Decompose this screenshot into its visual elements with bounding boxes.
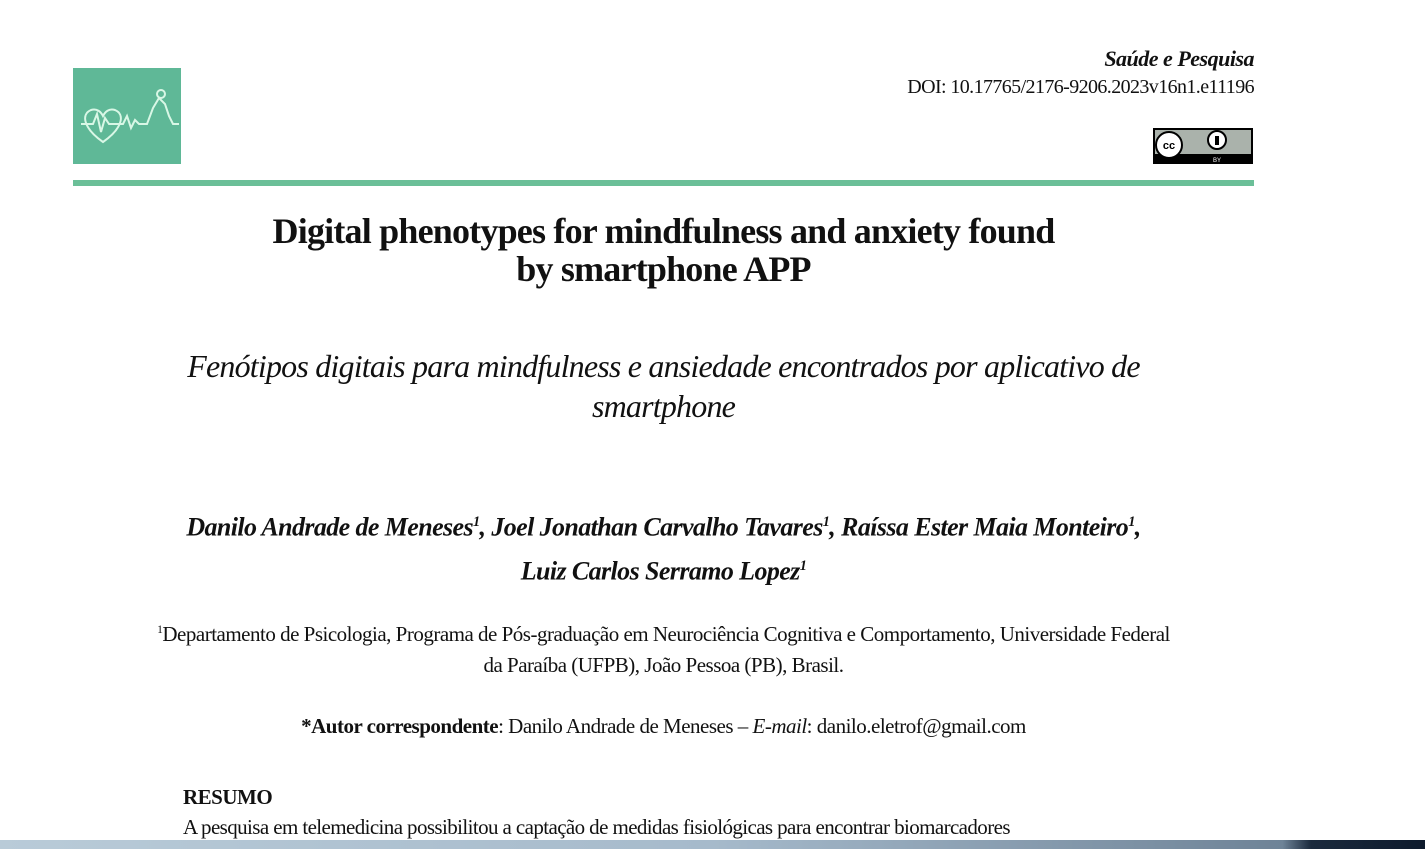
paper-title: [0, 212, 1327, 288]
corresponding-label: *Autor correspondente: [301, 714, 499, 738]
author-name: Luiz Carlos Serramo Lopez: [520, 556, 800, 586]
abstract-heading: RESUMO: [183, 785, 273, 809]
author-name: Danilo Andrade de Meneses: [186, 512, 473, 542]
author-name: Joel Jonathan Carvalho Tavares: [491, 512, 823, 542]
author-list: Danilo Andrade de Meneses$^1$, Joel Jonathan Carvalho Tavares$^1$, Raíssa Ester Maia Monteiro$^1$, Luiz Carlos Serramo Lopez$^1$: [186, 512, 1141, 586]
taskbar: [0, 840, 1425, 849]
affiliation-mark: 1: [472, 514, 480, 530]
corresponding-name: : Danilo Andrade de Meneses –: [498, 714, 753, 738]
affiliation-line: da Paraíba (UFPB), João Pessoa (PB), Brasil.: [483, 653, 844, 677]
svg-text:BY: BY: [1212, 158, 1222, 164]
affiliation: [0, 615, 1327, 681]
heart-pulse-icon: [73, 68, 181, 164]
doi-link[interactable]: DOI: 10.17765/2176-9206.2023v16n1.e11196: [907, 76, 1254, 98]
affiliation-mark: 1: [157, 624, 163, 636]
affiliation-mark: 1: [822, 514, 830, 530]
author-name: Raíssa Ester Maia Monteiro: [841, 512, 1129, 542]
svg-text:cc: cc: [1162, 140, 1176, 152]
title-line: by smartphone APP: [516, 249, 811, 289]
title-line: Digital phenotypes for mindfulness and anxiety found: [272, 211, 1055, 251]
header-divider: [73, 180, 1254, 186]
abstract-text: A pesquisa em telemedicina possibilitou a captação de medidas fisiológicas para encontrar biomarcadores: [183, 815, 1010, 839]
affiliation-mark: 1: [799, 557, 807, 574]
affiliation-line: Departamento de Psicologia, Programa de Pós-graduação em Neurociência Cognitiva e Comportamento, Universidade Federal: [162, 622, 1170, 646]
subtitle-line: Fenótipos digitais para mindfulness e ansiedade encontrados por aplicativo de: [187, 348, 1140, 384]
journal-name: Saúde e Pesquisa: [1104, 46, 1254, 71]
email-link[interactable]: : danilo.eletrof@gmail.com: [806, 714, 1026, 738]
subtitle-line: smartphone: [591, 388, 736, 424]
cc-by-icon: [1153, 128, 1253, 164]
journal-logo: [73, 68, 181, 164]
cc-by-license-badge[interactable]: [1153, 128, 1253, 164]
paper-subtitle: [0, 346, 1327, 426]
corresponding-author: [0, 714, 1327, 739]
email-label: E-mail: [752, 714, 807, 738]
affiliation-mark: 1: [1128, 514, 1135, 530]
